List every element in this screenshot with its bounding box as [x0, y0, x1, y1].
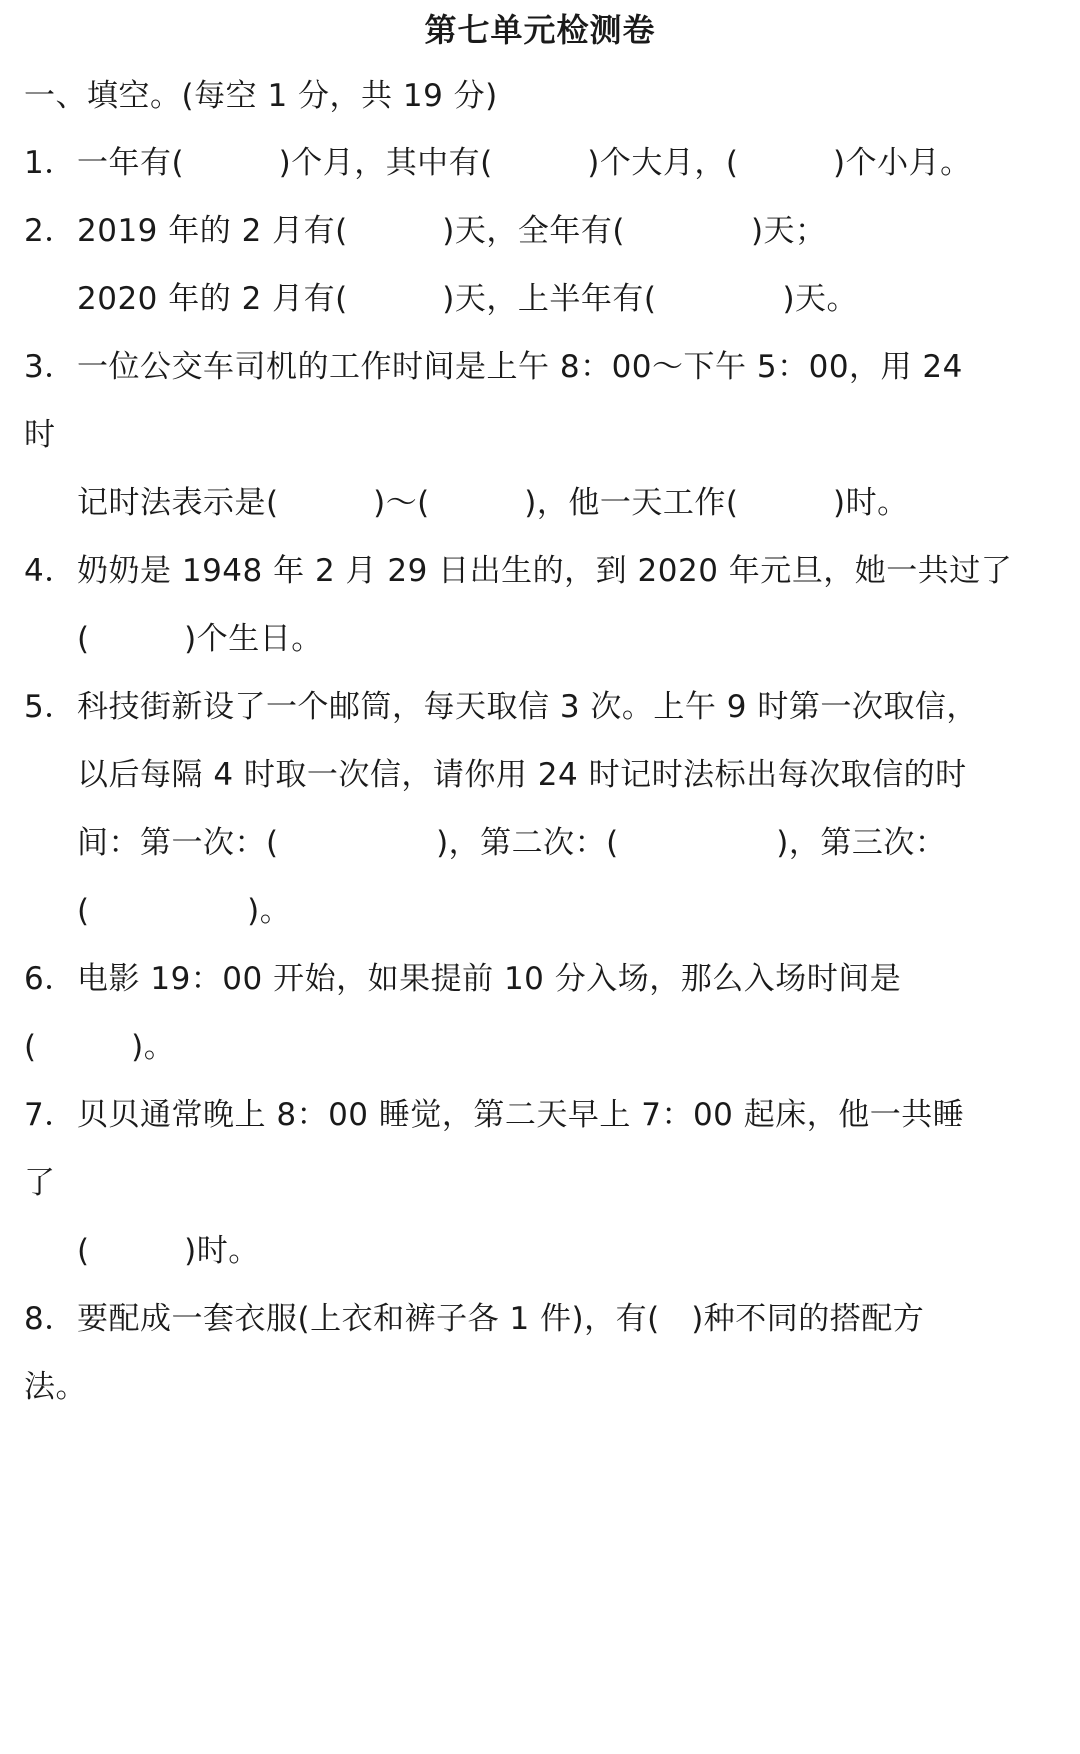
- question-1-line-1: 一年有( )个月，其中有( )个大月，( )个小月。: [77, 145, 972, 181]
- question-5-line-4: ( )。: [77, 893, 292, 929]
- question-7-number: 7．: [24, 1097, 76, 1133]
- question-6-number: 6．: [24, 961, 76, 997]
- question-7-line-2: 了: [24, 1165, 56, 1201]
- question-4-line-2: ( )个生日。: [77, 621, 323, 657]
- question-5-line-2: 以后每隔 4 时取一次信，请你用 24 时记时法标出每次取信的时: [77, 757, 967, 793]
- question-2-number: 2．: [24, 213, 76, 249]
- question-7-line-3: ( )时。: [77, 1233, 260, 1269]
- question-8-line-1: 要配成一套衣服(上衣和裤子各 1 件)，有( )种不同的搭配方: [77, 1301, 925, 1337]
- question-3-line-2: 时: [24, 417, 56, 453]
- question-8-line-2: 法。: [24, 1369, 87, 1405]
- question-6-line-1: 电影 19：00 开始，如果提前 10 分入场，那么入场时间是: [77, 961, 902, 997]
- question-5-line-1: 科技街新设了一个邮筒，每天取信 3 次。上午 9 时第一次取信，: [77, 689, 978, 725]
- question-7-line-1: 贝贝通常晚上 8：00 睡觉，第二天早上 7：00 起床，他一共睡: [77, 1097, 965, 1133]
- question-3-line-3: 记时法表示是( )～( )，他一天工作( )时。: [77, 485, 909, 521]
- section-heading: 一、填空。(每空 1 分，共 19 分): [24, 78, 498, 114]
- question-6-line-2: ( )。: [24, 1029, 176, 1065]
- question-4-number: 4．: [24, 553, 76, 589]
- question-2-line-2: 2020 年的 2 月有( )天，上半年有( )天。: [77, 281, 859, 317]
- question-4-line-1: 奶奶是 1948 年 2 月 29 日出生的，到 2020 年元旦，她一共过了: [77, 553, 1013, 589]
- question-5-number: 5．: [24, 689, 76, 725]
- question-2-line-1: 2019 年的 2 月有( )天，全年有( )天；: [77, 213, 827, 249]
- question-8-number: 8．: [24, 1301, 76, 1337]
- question-5-line-3: 间：第一次：( )，第二次：( )，第三次：: [77, 825, 947, 861]
- page-title: 第七单元检测卷: [424, 11, 656, 49]
- question-3-line-1: 一位公交车司机的工作时间是上午 8：00～下午 5：00，用 24: [77, 349, 963, 385]
- question-1-number: 1．: [24, 145, 76, 181]
- question-3-number: 3．: [24, 349, 76, 385]
